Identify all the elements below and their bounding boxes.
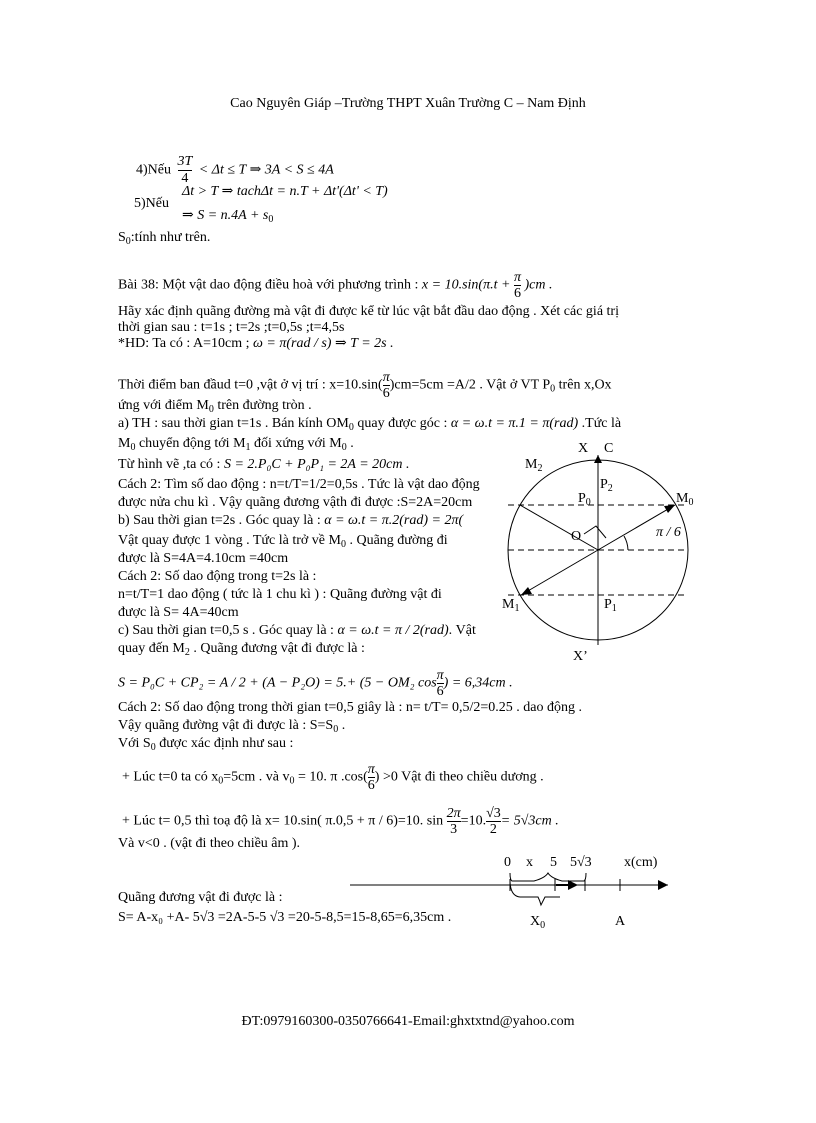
fraction-3t-4: $\frac{3T}{4}$ — [177, 154, 193, 186]
label-p0: $P_0$ — [578, 491, 591, 508]
label-x: X — [578, 441, 589, 456]
label-m1: $M_1$ — [502, 597, 520, 614]
label-zero: 0 — [504, 855, 511, 870]
text-line: được nửa chu kì . Vậy quãng đương vậth đi được :S=2A=20cm — [118, 495, 473, 510]
text-line: Từ hình vẽ ,ta có : S = 2.P₀C + P₀P₁ = 2A = 20cm . — [118, 457, 410, 472]
text-line: Cách 2: Số dao động trong thời gian t=0,5 giây là : n= t/T= 0,5/2=0.25 . dao động . — [118, 700, 582, 715]
label-m2: $M_2$ — [525, 457, 543, 474]
text-line: Cách 2: Số dao động trong t=2s là : — [118, 569, 317, 584]
page-footer: ĐT:0979160300-0350766641-Email:ghxtxtnd@yahoo.com — [241, 1014, 575, 1029]
text-line: $M_0$ chuyển động tới $M_1$ đối xứng với $M_0$ . — [118, 436, 354, 453]
s0-note: $S_0:tính$ như trên. — [118, 230, 211, 247]
label-x: x — [526, 855, 533, 870]
bai-38-title: Bài 38: Một vật dao động điều hoà với phương trình : x = 10.sin(π.t + $\frac{\pi}{6}$ )cm . — [118, 270, 553, 301]
text-line: Và v<0 . (vật đi theo chiều âm ). — [118, 836, 301, 851]
label-unit: x(cm) — [624, 855, 658, 870]
label-c: C — [604, 441, 614, 456]
fraction: $\frac{2\pi}{3}$ — [446, 806, 461, 837]
label-m0: $M_0$ — [676, 491, 694, 508]
label-p2: $P_2$ — [600, 477, 613, 494]
axis-arrow-end — [658, 880, 668, 890]
fraction: $\frac{\pi}{6}$ — [436, 668, 444, 699]
text-line: b) Sau thời gian t=2s . Góc quay là : α = ω.t = π.2(rad) = 2π( — [118, 513, 464, 528]
text-line: S= A-x₀ +A- 5√3 =2A-5-5 √3 =20-5-8,5=15-8,65=6,35cm . — [118, 910, 452, 925]
text-line: n=t/T=1 dao động ( tức là 1 chu kì ) : Quãng đường vật đi — [118, 587, 442, 602]
fraction-pi-6: $\frac{\pi}{6}$ — [513, 270, 521, 301]
brace-bottom — [510, 880, 560, 905]
text-line: Quãng đương vật đi được là : — [118, 890, 283, 905]
text-line: được là S=4A=4.10cm =40cm — [118, 551, 289, 566]
text-line: Với $S_0$ được xác định như sau : — [118, 736, 294, 753]
text-line: c) Sau thời gian t=0,5 s . Góc quay là : α = ω.t = π / 2(rad). Vật — [118, 623, 476, 638]
text-line: + Lúc t=0 ta có $x_0=5cm$ . và $v_0 = 10$. π .cos( $\frac{\pi}{6}$ ) >0 Vật đi theo chiều dương . — [122, 762, 544, 793]
fraction: $\frac{√3}{2}$ — [486, 806, 501, 837]
text-line: Vậy quãng đường vật đi được là : $S=S_0$ . — [118, 718, 346, 735]
brace-top — [510, 873, 586, 881]
label-x0: $X_0$ — [530, 914, 546, 931]
fraction: $\frac{\pi}{6}$ — [382, 370, 390, 401]
label-angle: π / 6 — [656, 525, 681, 540]
fraction: $\frac{\pi}{6}$ — [367, 762, 375, 793]
text-line: + Lúc t= 0,5 thì toạ độ là x= 10.sin( π.0,5 + π / 6)=10. sin $\frac{2\pi}{3}$ =10. $\frac{√3}{2}$ = 5√3cm . — [122, 806, 559, 837]
text-line: S = P₀C + CP₂ = A / 2 + (A − P₂O) = 5.+ (5 − OM₂ cos $\frac{\pi}{6}$ ) = 6,34cm . — [118, 668, 513, 699]
page-header: Cao Nguyên Giáp –Trường THPT Xuân Trường C – Nam Định — [230, 96, 586, 111]
text-line: ứng với điểm $M_0$ trên đường tròn . — [118, 398, 312, 415]
label-five: 5 — [550, 855, 557, 870]
text-line: Hãy xác định quãng đường mà vật đi được kể từ lúc vật bắt đầu dao động . Xét các giá trị — [118, 304, 619, 319]
case-5-line1: Δt > T ⇒ tachΔt = n.T + Δt'(Δt' < T) — [182, 184, 388, 199]
text-line: Vật quay được 1 vòng . Tức là trở về $M_0$ . Quãng đường đi — [118, 533, 448, 550]
text-line: Thời điểm ban đầud t=0 ,vật ở vị trí : x=10.sin( $\frac{\pi}{6}$ )cm=5cm =A/2 . Vật ở VT $P_0$ trên x,Ox — [118, 370, 612, 401]
label-xprime: X’ — [573, 649, 588, 664]
label-fiveroot: 5√3 — [570, 855, 592, 870]
case-5-line2: ⇒ $S = n.4A + s_0$ — [182, 208, 274, 225]
label-p1: $P_1$ — [604, 597, 617, 614]
case-4: 4)Nếu $\frac{3T}{4}$ < Δt ≤ T ⇒ 3A < S ≤ 4A — [136, 154, 334, 186]
label-o: O — [571, 529, 582, 544]
text-line: quay đến $M_2$ . Quãng đương vật đi được là : — [118, 641, 365, 658]
case-5-label: 5)Nếu — [134, 196, 169, 211]
text-line: được là S= 4A=40cm — [118, 605, 239, 620]
text-line: *HD: Ta có : A=10cm ; ω = π(rad / s) ⇒ T = 2s . — [118, 336, 394, 351]
text-line: a) TH : sau thời gian t=1s . Bán kính $OM_0$ quay được góc : α = ω.t = π.1 = π(rad) .Tức là — [118, 416, 622, 433]
text-line: Cách 2: Tìm số dao động : n=t/T=1/2=0,5s . Tức là vật dao động — [118, 477, 480, 492]
text-line: thời gian sau : t=1s ; t=2s ;t=0,5s ;t=4,5s — [118, 320, 345, 335]
label-a: A — [615, 914, 626, 929]
